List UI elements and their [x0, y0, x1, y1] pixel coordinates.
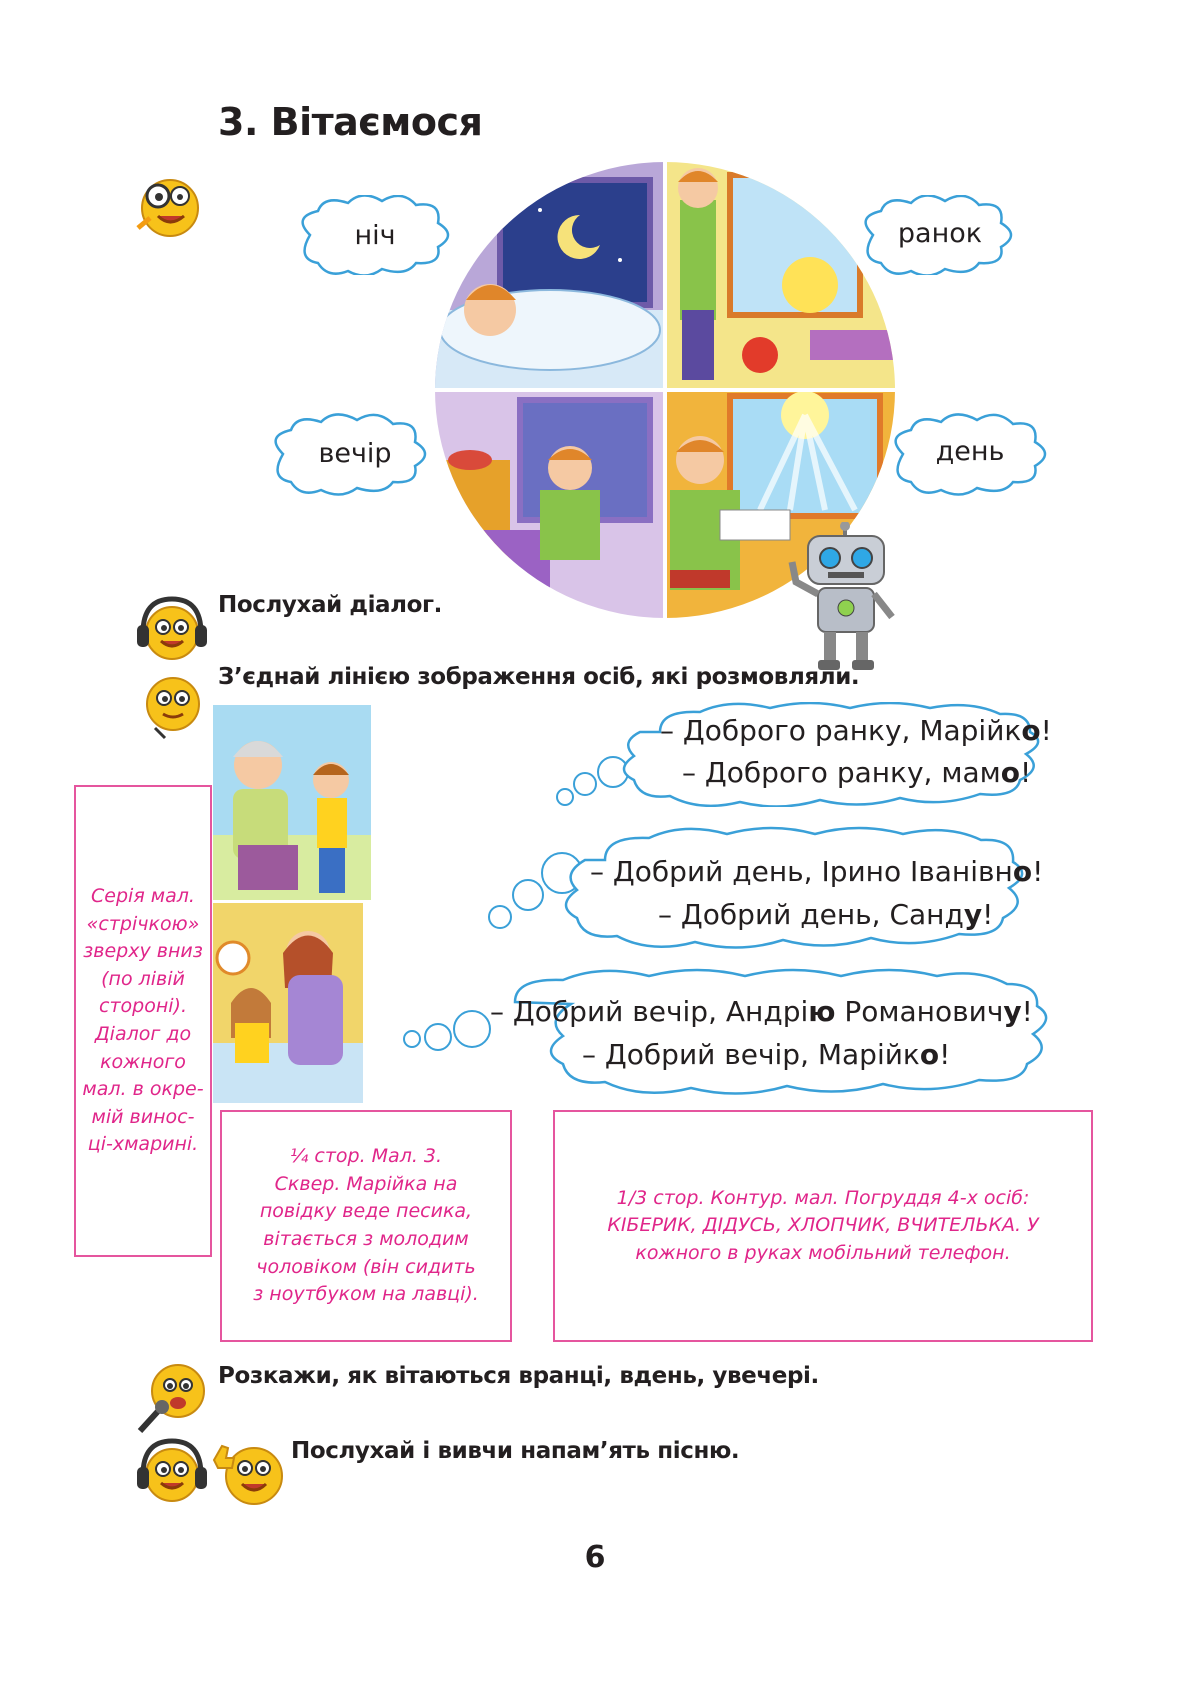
thumbs-up-smiley-icon — [208, 1432, 288, 1512]
grandma-boy-illustration — [213, 705, 371, 900]
note-series: Серія мал. «стрічкою» зверху вниз (по лівій стороні). Діалог до кожного мал. в окре- мій винос- ці-хмарині. — [74, 785, 212, 1257]
dialog-2-line-2: – Добрий день, Санду! — [658, 898, 994, 931]
note-contour: 1/3 стор. Контур. мал. Погруддя 4-х осіб: КІБЕРИК, ДІДУСЬ, ХЛОПЧИК, ВЧИТЕЛЬКА. У кожного в руках мобільний телефон. — [553, 1110, 1093, 1342]
dialog-cloud-2 — [480, 825, 1095, 955]
dialog-1-line-1: – Доброго ранку, Марійко! — [660, 714, 1052, 747]
headphones-smiley-icon — [135, 1437, 210, 1507]
headphones-smiley-icon — [135, 595, 210, 665]
dialog-cloud-3 — [400, 967, 1095, 1102]
dialog-1-line-2: – Доброго ранку, мамо! — [682, 756, 1032, 789]
page-title: 3. Вітаємося — [218, 100, 483, 144]
label-morning: ранок — [897, 218, 983, 249]
magnifier-smiley-icon — [128, 170, 208, 240]
label-night: ніч — [354, 220, 396, 251]
microphone-smiley-icon — [132, 1357, 212, 1437]
instruction-connect: З’єднай лінією зображення осіб, які розмовляли. — [218, 664, 860, 690]
mother-girl-illustration — [213, 903, 363, 1103]
dialog-3-line-1: – Добрий вечір, Андрію Романовичу! — [490, 995, 1033, 1028]
robot-illustration — [788, 522, 903, 672]
label-evening: вечір — [318, 438, 392, 469]
label-day: день — [935, 436, 1005, 467]
instruction-tell: Розкажи, як вітаються вранці, вдень, увечері. — [218, 1363, 819, 1389]
instruction-listen-dialog: Послухай діалог. — [218, 592, 442, 618]
instruction-song: Послухай і вивчи напам’ять пісню. — [291, 1438, 740, 1464]
page-number: 6 — [584, 1540, 606, 1575]
dialog-2-line-1: – Добрий день, Ірино Іванівно! — [590, 855, 1044, 888]
thinking-smiley-icon — [135, 668, 210, 743]
dialog-3-line-2: – Добрий вечір, Марійко! — [582, 1038, 951, 1071]
note-square: ¼ стор. Мал. 3. Сквер. Марійка на повідку веде песика, вітається з молодим чоловіком (він сидить з ноутбуком на лавці). — [220, 1110, 512, 1342]
